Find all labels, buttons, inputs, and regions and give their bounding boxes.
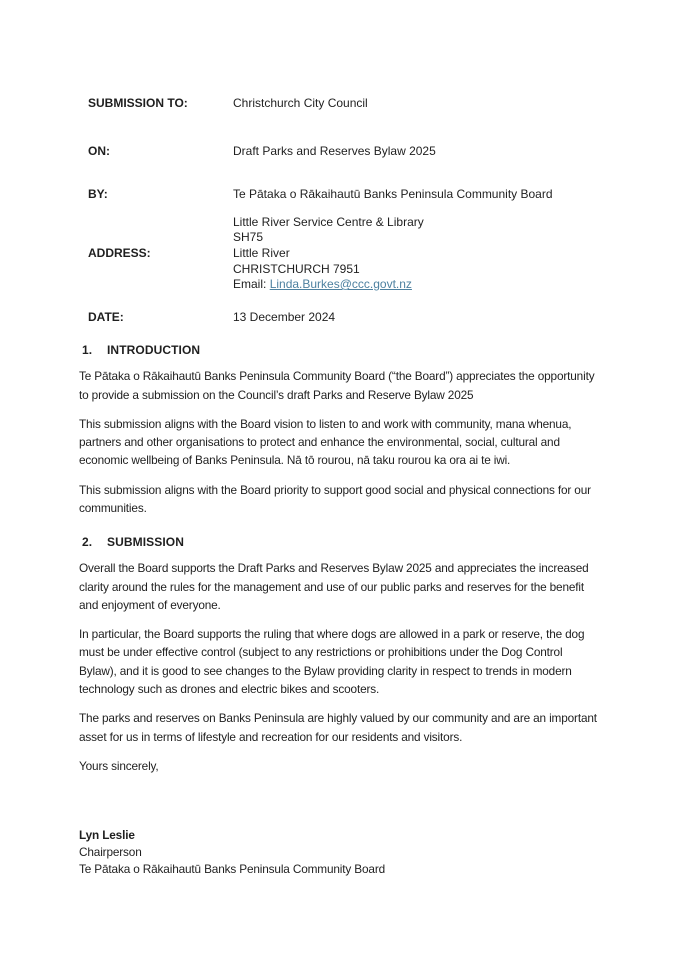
signature-block <box>79 827 599 878</box>
paragraph: This submission aligns with the Board vision to listen to and work with community, mana whenua, partners and other organisations to protect and enhance the environmental, social, cultural and economic wellbeing of Banks Peninsula. Nā tō rourou, nā taku rourou ka ora ai te iwi. <box>79 416 572 468</box>
paragraph: Te Pātaka o Rākaihautū Banks Peninsula Community Board (“the Board”) appreciates the opportunity to provide a submission on the Council’s draft Parks and Reserve Bylaw 2025 <box>79 369 595 402</box>
heading-title: INTRODUCTION <box>107 343 201 358</box>
field-value-submission-to: Christchurch City Council <box>233 96 368 110</box>
signatory-organisation: Te Pātaka o Rākaihautū Banks Peninsula Community Board <box>79 862 386 877</box>
heading-title: SUBMISSION <box>107 535 185 550</box>
field-label-on: ON: <box>88 143 110 158</box>
paragraph: This submission aligns with the Board priority to support good social and physical connections for our communities. <box>79 482 591 516</box>
heading-number: 1. <box>82 343 93 358</box>
address-email-line <box>233 277 599 293</box>
field-value-by: Te Pātaka o Rākaihautū Banks Peninsula Community Board <box>233 187 553 202</box>
field-value-address <box>233 215 599 293</box>
section-submission <box>79 535 599 746</box>
field-value-on: Draft Parks and Reserves Bylaw 2025 <box>233 143 436 158</box>
signatory-role: Chairperson <box>79 845 142 860</box>
email-label: Email: <box>233 277 270 292</box>
signatory-name: Lyn Leslie <box>79 828 135 843</box>
field-row-date <box>88 310 599 326</box>
field-row-address <box>88 215 599 293</box>
section-heading-introduction <box>82 343 599 357</box>
paragraph: In particular, the Board supports the ruling that where dogs are allowed in a park or reserve, the dog must be under effective control (subject to any restrictions or prohibitions under the Dog Control Bylaw), and it is good to see changes to the Bylaw providing clarity in respect to trends in modern technology such as drones and electric bikes and scooters. <box>79 627 585 696</box>
address-line-4: CHRISTCHURCH 7951 <box>233 261 360 276</box>
submission-header <box>88 96 599 325</box>
section-introduction <box>79 343 599 517</box>
heading-number: 2. <box>82 535 93 550</box>
field-row-submission-to <box>88 96 599 112</box>
field-value-date: 13 December 2024 <box>233 309 336 324</box>
field-label-date: DATE: <box>88 309 124 324</box>
email-link[interactable]: Linda.Burkes@ccc.govt.nz <box>269 277 412 292</box>
paragraph: Overall the Board supports the Draft Parks and Reserves Bylaw 2025 and appreciates the increased clarity around the rules for the management and use of our public parks and reserves for the benefit and enjoyment of everyone. <box>79 561 589 612</box>
paragraph: The parks and reserves on Banks Peninsula are highly valued by our community and are an important asset for us in terms of lifestyle and recreation for our residents and visitors. <box>79 711 597 744</box>
salutation: Yours sincerely, <box>79 758 159 773</box>
field-label-by: BY: <box>88 187 108 202</box>
address-line-1: Little River Service Centre & Library <box>233 214 424 229</box>
address-line-3: Little River <box>233 245 290 260</box>
field-row-by <box>88 187 599 203</box>
field-row-on <box>88 144 599 160</box>
field-label-submission-to: SUBMISSION TO: <box>88 96 188 110</box>
field-label-address: ADDRESS: <box>88 245 151 260</box>
address-line-2: SH75 <box>233 230 264 245</box>
section-heading-submission <box>82 535 599 549</box>
